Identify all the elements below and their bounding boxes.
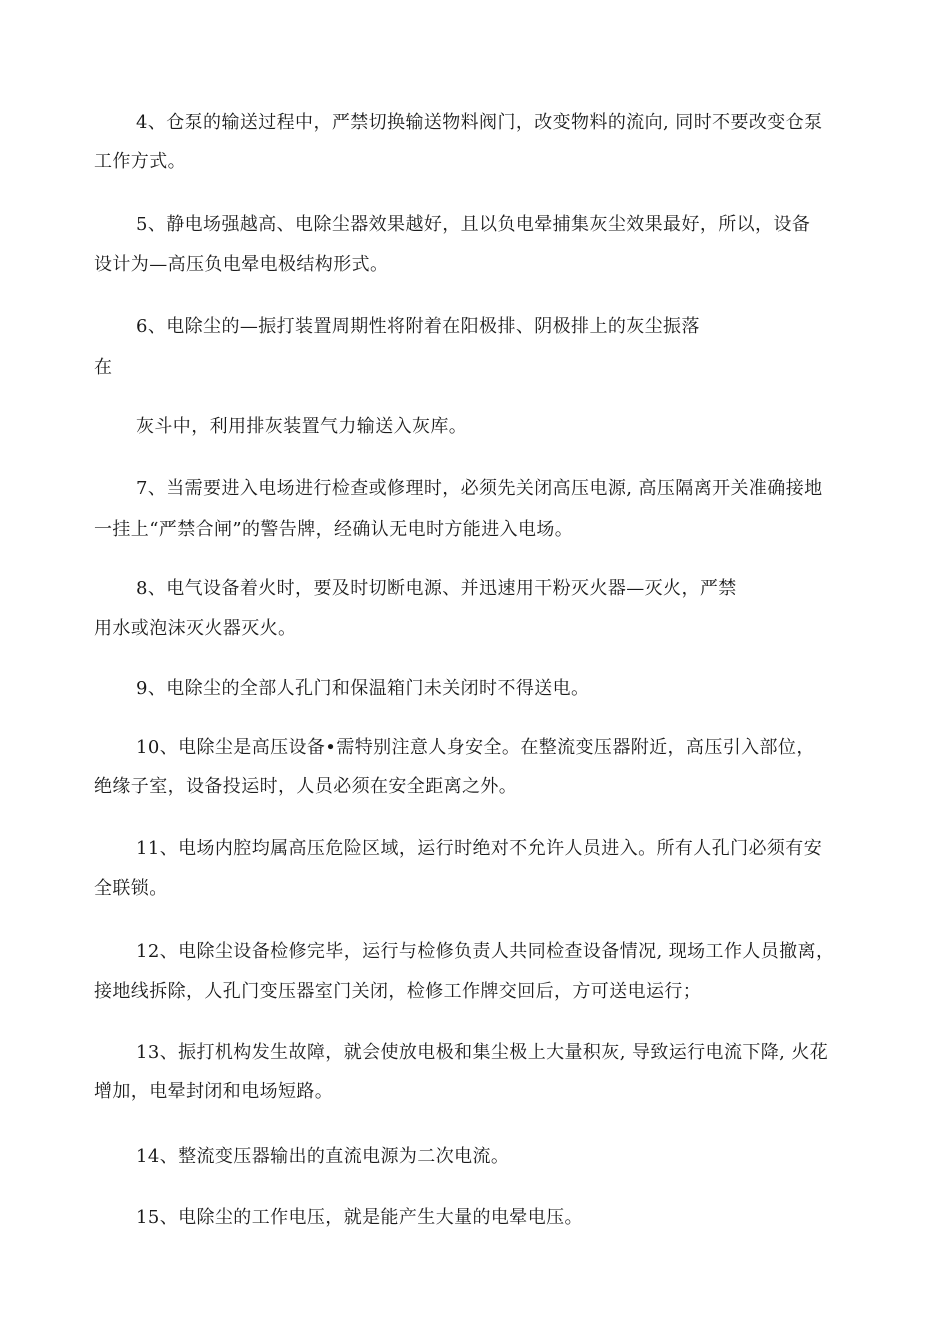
item-4-line-2: 工作方式。 [94,151,186,172]
item-12-line-1: 12、电除尘设备检修完毕，运行与检修负责人共同检查设备情况, 现场工作人员撤离， [136,941,835,962]
item-6-line-1: 6、电除尘的—振打装置周期性将附着在阳极排、阴极排上的灰尘振落 [136,316,700,337]
item-6-line-3: 灰斗中，利用排灰装置气力输送入灰库。 [136,416,468,437]
item-15-line-1: 15、电除尘的工作电压，就是能产生大量的电晕电压。 [136,1207,583,1228]
item-14-line-1: 14、整流变压器输出的直流电源为二次电流。 [136,1146,510,1167]
item-8-line-2: 用水或泡沫灭火器灭火。 [94,618,297,639]
item-11-line-2: 全联锁。 [94,878,168,899]
item-9-line-1: 9、电除尘的全部人孔门和保温箱门未关闭时不得送电。 [136,678,590,699]
item-11-line-1: 11、电场内腔均属高压危险区域，运行时绝对不允许人员进入。所有人孔门必须有安 [136,838,823,859]
item-7-line-2: 一挂上“严禁合闸”的警告牌，经确认无电时方能进入电场。 [94,519,574,540]
item-4-line-1: 4、仓泵的输送过程中，严禁切换输送物料阀门，改变物料的流向, 同时不要改变仓泵 [136,112,823,133]
item-5-line-2: 设计为—高压负电晕电极结构形式。 [94,254,389,275]
item-6-line-2: 在 [94,357,113,378]
item-13-line-1: 13、振打机构发生故障，就会使放电极和集尘极上大量积灰, 导致运行电流下降, 火花 [136,1042,829,1063]
item-5-line-1: 5、静电场强越高、电除尘器效果越好，且以负电晕捕集灰尘效果最好，所以，设备 [136,214,811,235]
item-7-line-1: 7、当需要进入电场进行检查或修理时，必须先关闭高压电源, 高压隔离开关准确接地 [136,478,823,499]
item-10-line-1: 10、电除尘是高压设备•需特别注意人身安全。在整流变压器附近，高压引入部位， [136,737,815,758]
item-13-line-2: 增加，电晕封闭和电场短路。 [94,1081,334,1102]
item-10-line-2: 绝缘子室，设备投运时，人员必须在安全距离之外。 [94,776,518,797]
item-8-line-1: 8、电气设备着火时，要及时切断电源、并迅速用干粉灭火器—灭火，严禁 [136,578,737,599]
item-12-line-2: 接地线拆除，人孔门变压器室门关闭，检修工作牌交回后，方可送电运行； [94,981,702,1002]
